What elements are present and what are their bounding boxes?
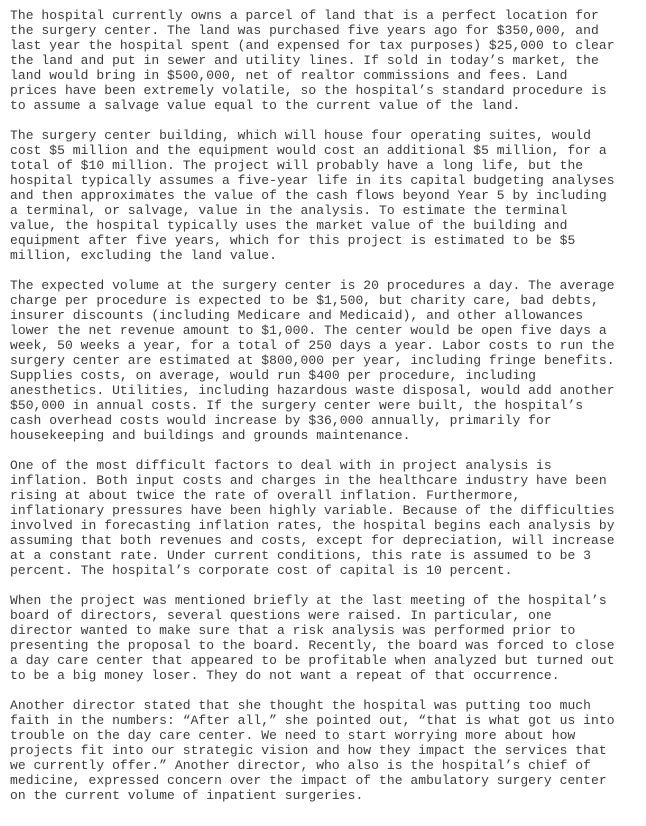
text-line: land would bring in $500,000, net of realtor commissions and fees. Land	[10, 68, 568, 83]
text-line: prices have been extremely volatile, so the hospital’s standard procedure is	[10, 83, 607, 98]
text-line: the surgery center. The land was purchased five years ago for $350,000, and	[10, 23, 599, 38]
text-line: hospital typically assumes a five-year life in its capital budgeting analyses	[10, 173, 615, 188]
text-line: cost $5 million and the equipment would cost an additional $5 million, for a	[10, 143, 607, 158]
text-line: Supplies costs, on average, would run $400 per procedure, including	[10, 368, 537, 383]
text-line: last year the hospital spent (and expensed for tax purposes) $25,000 to clear	[10, 38, 615, 53]
text-line: million, excluding the land value.	[10, 248, 277, 263]
text-line: a terminal, or salvage, value in the analysis. To estimate the terminal	[10, 203, 568, 218]
text-line: assuming that both revenues and costs, except for depreciation, will increase	[10, 533, 615, 548]
text-line: lower the net revenue amount to $1,000. The center would be open five days a	[10, 323, 607, 338]
text-line: to be a big money loser. They do not want a repeat of that occurrence.	[10, 668, 560, 683]
text-line: housekeeping and buildings and grounds maintenance.	[10, 428, 411, 443]
text-line: anesthetics. Utilities, including hazardous waste disposal, would add another	[10, 383, 615, 398]
text-line: charge per procedure is expected to be $1,500, but charity care, bad debts,	[10, 293, 599, 308]
text-line: on the current volume of inpatient surgeries.	[10, 788, 364, 803]
text-line: cash overhead costs would increase by $36,000 annually, primarily for	[10, 413, 552, 428]
text-line: The expected volume at the surgery center is 20 procedures a day. The average	[10, 278, 615, 293]
text-line: inflationary pressures have been highly variable. Because of the difficulties	[10, 503, 615, 518]
paragraph	[10, 128, 646, 263]
text-line: rising at about twice the rate of overall inflation. Furthermore,	[10, 488, 521, 503]
text-line: and then approximates the value of the cash flows beyond Year 5 by including	[10, 188, 607, 203]
text-line: equipment after five years, which for this project is estimated to be $5	[10, 233, 576, 248]
paragraph	[10, 458, 646, 578]
text-line: involved in forecasting inflation rates, the hospital begins each analysis by	[10, 518, 615, 533]
text-line: $50,000 in annual costs. If the surgery center were built, the hospital’s	[10, 398, 584, 413]
paragraph	[10, 698, 646, 803]
text-line: board of directors, several questions were raised. In particular, one	[10, 608, 552, 623]
text-line: The surgery center building, which will house four operating suites, would	[10, 128, 591, 143]
text-line: insurer discounts (including Medicare and Medicaid), and other allowances	[10, 308, 584, 323]
text-line: One of the most difficult factors to deal with in project analysis is	[10, 458, 552, 473]
text-line: percent. The hospital’s corporate cost of capital is 10 percent.	[10, 563, 513, 578]
text-line: director wanted to make sure that a risk analysis was performed prior to	[10, 623, 576, 638]
text-line: faith in the numbers: “After all,” she pointed out, “that is what got us into	[10, 713, 615, 728]
text-line: When the project was mentioned briefly at the last meeting of the hospital’s	[10, 593, 607, 608]
text-line: medicine, expressed concern over the impact of the ambulatory surgery center	[10, 773, 607, 788]
text-line: surgery center are estimated at $800,000 per year, including fringe benefits.	[10, 353, 615, 368]
text-line: projects fit into our strategic vision and how they impact the services that	[10, 743, 607, 758]
text-line: week, 50 weeks a year, for a total of 250 days a year. Labor costs to run the	[10, 338, 615, 353]
paragraph	[10, 8, 646, 113]
text-line: at a constant rate. Under current conditions, this rate is assumed to be 3	[10, 548, 591, 563]
text-line: value, the hospital typically uses the market value of the building and	[10, 218, 568, 233]
text-line: a day care center that appeared to be profitable when analyzed but turned out	[10, 653, 615, 668]
text-line: presenting the proposal to the board. Recently, the board was forced to close	[10, 638, 615, 653]
paragraph	[10, 593, 646, 683]
text-line: to assume a salvage value equal to the current value of the land.	[10, 98, 521, 113]
text-line: inflation. Both input costs and charges in the healthcare industry have been	[10, 473, 607, 488]
text-line: The hospital currently owns a parcel of land that is a perfect location for	[10, 8, 599, 23]
text-line: Another director stated that she thought the hospital was putting too much	[10, 698, 591, 713]
text-line: total of $10 million. The project will probably have a long life, but the	[10, 158, 584, 173]
paragraph	[10, 278, 646, 443]
text-line: the land and put in sewer and utility lines. If sold in today’s market, the	[10, 53, 599, 68]
text-line: we currently offer.” Another director, who also is the hospital’s chief of	[10, 758, 591, 773]
text-line: trouble on the day care center. We need to start worrying more about how	[10, 728, 576, 743]
